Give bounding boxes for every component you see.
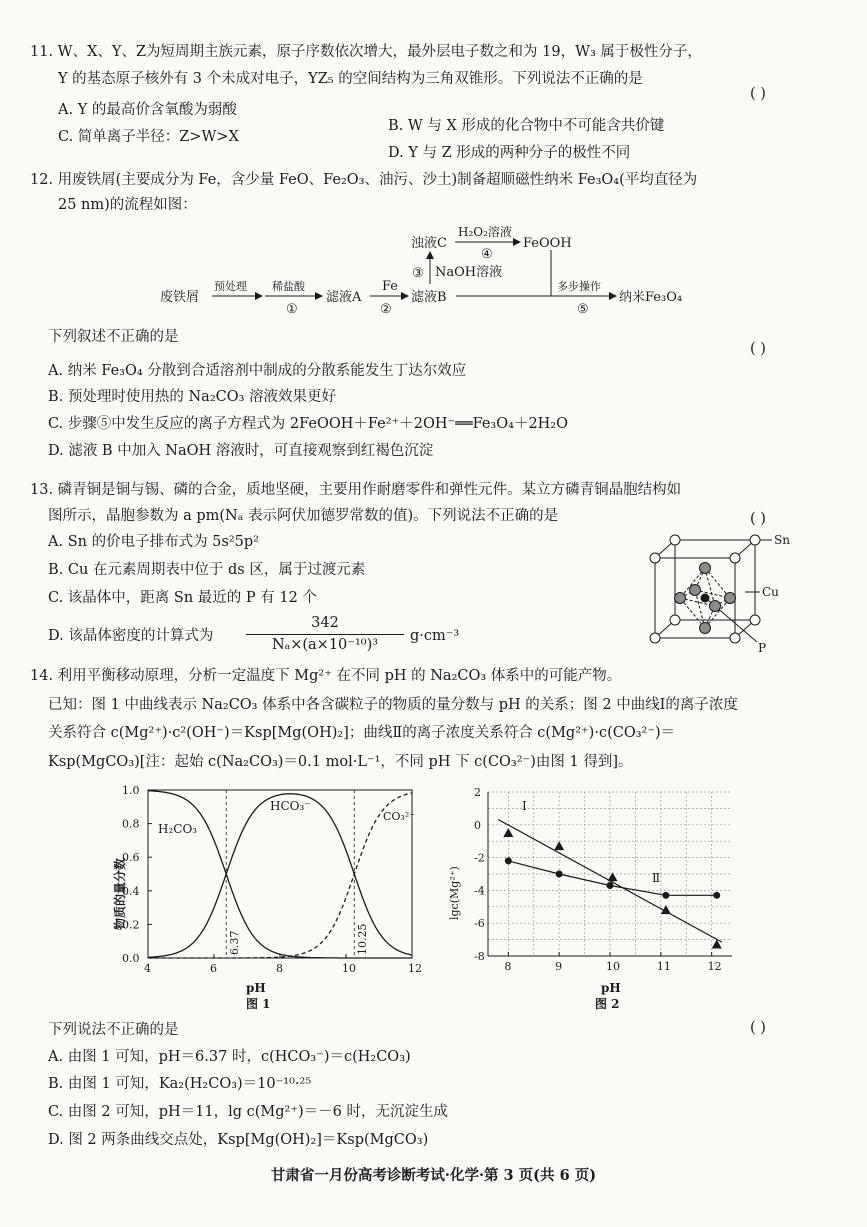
q14-line1: 14. 利用平衡移动原理，分析一定温度下 Mg²⁺ 在不同 pH 的 Na₂CO₃ 体系中的可能产物。 [30,668,622,684]
q12-option-c: C. 步骤⑤中发生反应的离子方程式为 2FeOOH＋Fe²⁺＋2OH⁻══Fe₃O₄＋2H₂O [48,416,569,432]
q14-line3: 关系符合 c(Mg²⁺)·c²(OH⁻)＝Ksp[Mg(OH)₂]；曲线Ⅱ的离子浓度关系符合 c(Mg²⁺)·c(CO₃²⁻)＝ [48,725,676,741]
q14-option-d: D. 图 2 两条曲线交点处，Ksp[Mg(OH)₂]＝Ksp(MgCO₃) [48,1132,429,1148]
q14-option-a: A. 由图 1 可知，pH＝6.37 时，c(HCO₃⁻)＝c(H₂CO₃) [48,1049,411,1065]
fig1-annot-1025: 10.25 [356,923,369,955]
q11-option-c: C. 简单离子半径：Z>W>X [58,129,239,145]
fig1-xlabel: pH [246,981,266,995]
fig2-ytick-label: -6 [474,917,485,931]
flow-turbid-c: 浊液C [411,236,447,251]
q13-line1: 13. 磷青铜是铜与锡、磷的合金，质地坚硬，主要用作耐磨零件和弹性元件。某立方磷青铜晶胞结构如 [30,482,682,498]
fig1-series-hco3: HCO₃⁻ [270,799,311,813]
q12-flow-diagram [0,0,867,330]
q14-option-b: B. 由图 1 可知，Ka₂(H₂CO₃)＝10⁻¹⁰·²⁵ [48,1076,312,1092]
flow-h2o2: H₂O₂溶液 [458,225,512,239]
fig2-xtick-label: 11 [656,960,671,973]
fig2-xtick-label: 10 [606,960,620,973]
q14-line4: Ksp(MgCO₃)[注：起始 c(Na₂CO₃)＝0.1 mol·L⁻¹，不同 pH 下 c(CO₃²⁻)由图 1 得到]。 [48,754,633,770]
flow-step2-label: 稀盐酸 [272,280,305,293]
fig2-ytick-label: -4 [474,884,485,898]
flow-step3-num: ② [380,302,392,317]
q12-option-d: D. 滤液 B 中加入 NaOH 溶液时，可直接观察到红褐色沉淀 [48,443,434,459]
fig1-curve-h2co3 [148,791,412,958]
fig2-xlabel: pH [601,981,621,995]
q14-answer-paren: ( ) [750,1020,766,1036]
fig1-frame [148,790,412,958]
fig1-ytick-label: 0.2 [122,918,140,932]
fig2-marker-circle [607,882,614,889]
fig2-ytick-label: 0 [474,818,481,832]
fig2-marker-circle [662,892,669,899]
fig1-caption: 图 1 [246,997,271,1011]
fig1-ytick-label: 1.0 [122,784,140,797]
q14-line2: 已知：图 1 中曲线表示 Na₂CO₃ 体系中各含碳粒子的物质的量分数与 pH 的关系；图 2 中曲线Ⅰ的离子浓度 [48,697,738,713]
fig1-curve-hco3 [148,794,412,958]
flow-step2-num: ① [286,302,298,317]
fig1-ylabel: 物质的量分数 [113,857,127,930]
flow-step3v-num: ③ [412,266,424,281]
fig2-marker-triangle [608,872,618,881]
flow-step5-num: ⑤ [577,302,589,317]
crystal-cell-figure [640,530,800,655]
q14-stem: 下列说法不正确的是 [48,1022,179,1038]
figure-1-chart [100,780,440,1020]
q13-line2: 图所示，晶胞参数为 a pm(Nₐ 表示阿伏加德罗常数的值)。下列说法不正确的是 [48,508,559,524]
fig1-ytick-label: 0.6 [122,851,140,865]
flow-filtrate-b: 滤液B [411,290,447,305]
fig2-ytick-label: 2 [474,786,481,799]
q12-stem: 下列叙述不正确的是 [48,329,179,345]
label-cu: Cu [762,585,779,599]
fig1-xtick-label: 6 [210,962,217,975]
fig1-ytick-label: 0.4 [122,884,140,898]
flow-step1-label: 预处理 [214,280,247,293]
page-footer: 甘肃省一月份高考诊断考试·化学·第 3 页(共 6 页) [270,1167,597,1184]
q11-line2: Y 的基态原子核外有 3 个未成对电子，YZ₅ 的空间结构为三角双锥形。下列说法不正确的是 [58,71,643,87]
flow-step3-label: Fe [382,279,399,294]
fig1-curve-co3 [148,793,412,958]
q13-option-d-numerator: 342 [311,615,339,631]
fig1-xtick-label: 10 [342,962,356,975]
q12-option-b: B. 预处理时使用热的 Na₂CO₃ 溶液效果更好 [48,389,337,405]
label-p: P [758,641,767,655]
q11-option-d: D. Y 与 Z 形成的两种分子的极性不同 [388,145,631,161]
q11-option-a: A. Y 的最高价含氧酸为弱酸 [58,102,237,118]
flow-feooh: FeOOH [523,236,572,251]
fig1-xtick-label: 8 [276,962,283,975]
q14-option-c: C. 由图 2 可知，pH＝11，lg c(Mg²⁺)＝－6 时，无沉淀生成 [48,1104,449,1120]
fig1-ytick-label: 0.0 [122,952,140,965]
fig2-xtick-label: 8 [504,960,512,973]
fig1-annot-637: 6.37 [228,930,241,955]
fig2-xtick-label: 12 [707,960,722,973]
fig2-series-1-label: Ⅰ [522,799,527,813]
flow-multi-step: 多步操作 [557,280,601,293]
fig1-xtick-label: 12 [408,962,422,975]
fig2-marker-circle [713,892,720,899]
fig2-marker-circle [505,857,512,864]
flow-naoh: NaOH溶液 [435,265,503,280]
q11-answer-paren: ( ) [750,86,766,102]
q13-option-d-denominator: Nₐ×(a×10⁻¹⁰)³ [271,637,379,653]
fig1-series-h2co3: H₂CO₃ [158,822,198,836]
fig2-xtick-label: 9 [555,960,563,973]
q13-option-d-pre: D. 该晶体密度的计算式为 [48,628,214,644]
q12-line2: 25 nm)的流程如图： [58,197,197,213]
fig2-series-2-label: Ⅱ [652,871,661,885]
flow-start: 废铁屑 [160,290,200,305]
q12-answer-paren: ( ) [750,341,766,357]
fig2-ytick-label: -8 [474,950,485,963]
q11-line1: 11. W、X、Y、Z为短周期主族元素，原子序数依次增大，最外层电子数之和为 19，W₃ 属于极性分子， [30,44,702,60]
q13-fraction-bar [246,634,404,635]
fig1-ytick-label: 0.8 [122,817,140,831]
figure-2-chart [440,780,740,1020]
flow-product: 纳米Fe₃O₄ [619,290,683,305]
fig2-marker-circle [556,871,563,878]
fig2-ylabel: lgc(Mg²⁺) [448,866,461,920]
q13-answer-paren: ( ) [750,511,766,527]
fig1-series-co3: CO₃²⁻ [383,810,416,823]
fig2-marker-triangle [554,841,564,850]
q13-option-b: B. Cu 在元素周期表中位于 ds 区，属于过渡元素 [48,562,366,578]
q12-line1: 12. 用废铁屑(主要成分为 Fe，含少量 FeO、Fe₂O₃、油污、沙土)制备超顺磁性纳米 Fe₃O₄(平均直径为 [30,172,698,188]
fig1-xtick-label: 4 [144,962,151,975]
fig2-ytick-label: -2 [474,851,485,865]
label-sn: Sn [774,533,790,547]
flow-filtrate-a: 滤液A [326,290,362,305]
q11-option-b: B. W 与 X 形成的化合物中不可能含共价键 [388,118,665,134]
fig2-caption: 图 2 [595,997,620,1011]
fig2-marker-triangle [503,828,513,837]
q13-option-c: C. 该晶体中，距离 Sn 最近的 P 有 12 个 [48,590,317,606]
flow-step4-num: ④ [481,247,493,262]
q12-option-a: A. 纳米 Fe₃O₄ 分散到合适溶剂中制成的分散系能发生丁达尔效应 [48,363,467,379]
q13-option-a: A. Sn 的价电子排布式为 5s²5p² [48,534,259,550]
q13-option-d-unit: g·cm⁻³ [410,628,460,644]
